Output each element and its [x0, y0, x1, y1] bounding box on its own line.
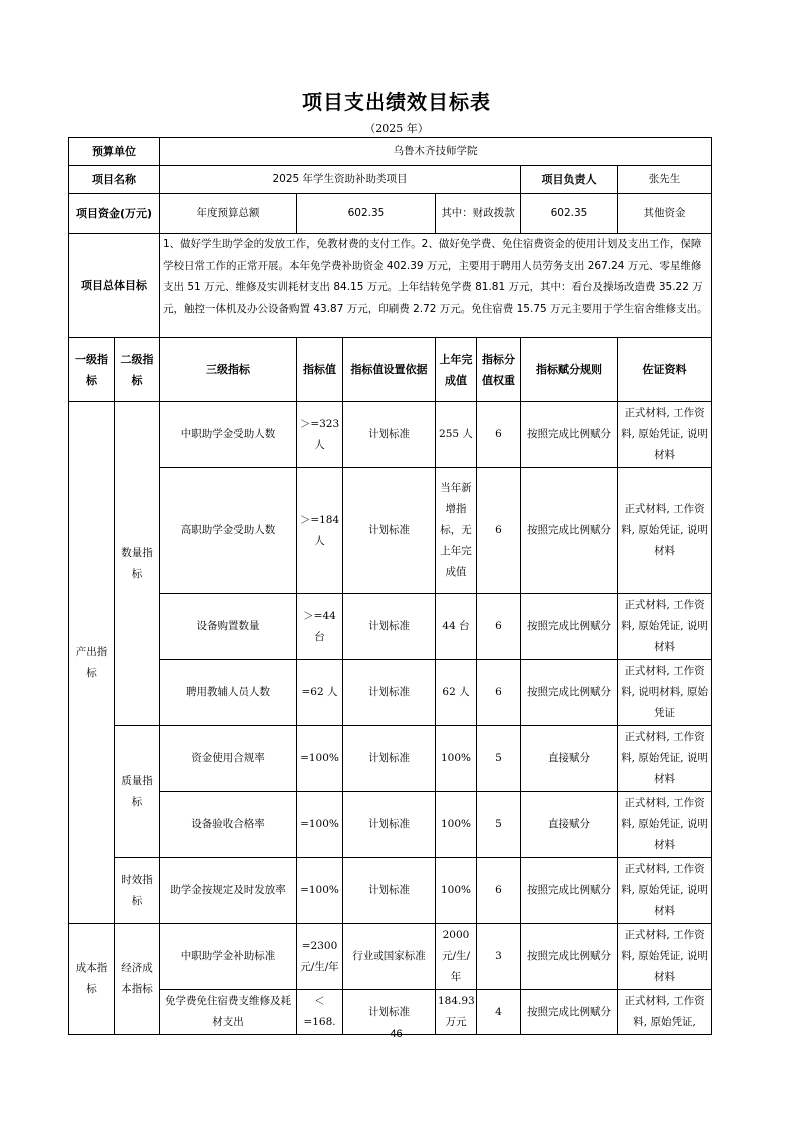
indicator-value: ＜=168.	[297, 990, 343, 1035]
header-value: 指标值	[297, 338, 343, 402]
indicator-name: 设备验收合格率	[160, 792, 297, 858]
indicator-evidence: 正式材料, 工作资料, 原始凭证, 说明材料	[618, 594, 712, 660]
indicator-evidence: 正式材料, 工作资料, 原始凭证, 说明材料	[618, 792, 712, 858]
indicator-value: ＞=323 人	[297, 402, 343, 468]
indicator-name: 资金使用合规率	[160, 726, 297, 792]
indicator-name: 高职助学金受助人数	[160, 468, 297, 594]
indicator-last: 62 人	[436, 660, 477, 726]
header-level1: 一级指标	[69, 338, 115, 402]
indicator-name: 设备购置数量	[160, 594, 297, 660]
indicator-basis: 计划标准	[343, 990, 436, 1035]
indicator-last: 255 人	[436, 402, 477, 468]
indicator-last: 100%	[436, 792, 477, 858]
indicator-basis: 计划标准	[343, 594, 436, 660]
indicator-last: 100%	[436, 858, 477, 924]
indicator-basis: 计划标准	[343, 858, 436, 924]
indicator-basis: 计划标准	[343, 660, 436, 726]
indicator-evidence: 正式材料, 工作资料, 原始凭证, 说明材料	[618, 402, 712, 468]
indicator-evidence: 正式材料, 工作资料, 原始凭证, 说明材料	[618, 858, 712, 924]
indicator-evidence: 正式材料, 工作资料, 说明材料, 原始凭证	[618, 660, 712, 726]
funds-label: 项目资金(万元)	[69, 194, 160, 234]
table-row	[69, 594, 712, 660]
level1-cost: 成本指标	[69, 924, 115, 1035]
header-rule: 指标赋分规则	[521, 338, 618, 402]
indicator-value: =62 人	[297, 660, 343, 726]
indicator-rule: 按照完成比例赋分	[521, 594, 618, 660]
level1-output: 产出指标	[69, 402, 115, 924]
indicator-rule: 按照完成比例赋分	[521, 660, 618, 726]
indicator-value: =2300 元/生/年	[297, 924, 343, 990]
table-row	[69, 792, 712, 858]
header-evidence: 佐证资料	[618, 338, 712, 402]
project-name-label: 项目名称	[69, 166, 160, 194]
table-row	[69, 468, 712, 594]
indicator-evidence: 正式材料, 工作资料, 原始凭证,	[618, 990, 712, 1035]
header-weight: 指标分值权重	[477, 338, 521, 402]
indicator-weight: 6	[477, 594, 521, 660]
project-name-value: 2025 年学生资助补助类项目	[160, 166, 521, 194]
indicator-last: 当年新增指标，无上年完成值	[436, 468, 477, 594]
indicator-evidence: 正式材料, 工作资料, 原始凭证, 说明材料	[618, 468, 712, 594]
indicator-evidence: 正式材料, 工作资料, 原始凭证, 说明材料	[618, 726, 712, 792]
indicator-weight: 6	[477, 468, 521, 594]
level2-economic-cost: 经济成本指标	[115, 924, 160, 1035]
indicator-last: 100%	[436, 726, 477, 792]
indicator-weight: 6	[477, 402, 521, 468]
indicator-basis: 计划标准	[343, 402, 436, 468]
overall-goal-label: 项目总体目标	[69, 234, 160, 338]
table-row	[69, 924, 712, 990]
table-row	[69, 726, 712, 792]
indicator-basis: 计划标准	[343, 468, 436, 594]
fiscal-value: 602.35	[521, 194, 618, 234]
indicator-rule: 直接赋分	[521, 792, 618, 858]
page-title: 项目支出绩效目标表	[302, 90, 491, 114]
indicator-value: ＞=184 人	[297, 468, 343, 594]
indicator-rule: 按照完成比例赋分	[521, 468, 618, 594]
indicator-value: =100%	[297, 858, 343, 924]
indicator-value: =100%	[297, 726, 343, 792]
indicator-weight: 3	[477, 924, 521, 990]
performance-target-table	[68, 137, 712, 1035]
indicator-weight: 5	[477, 792, 521, 858]
indicator-weight: 4	[477, 990, 521, 1035]
level2-quality: 质量指标	[115, 726, 160, 858]
indicator-last: 184.93 万元	[436, 990, 477, 1035]
indicator-rule: 按照完成比例赋分	[521, 858, 618, 924]
header-level2: 二级指标	[115, 338, 160, 402]
indicator-last: 44 台	[436, 594, 477, 660]
budget-unit-label: 预算单位	[69, 138, 160, 166]
indicator-rule: 按照完成比例赋分	[521, 924, 618, 990]
indicator-weight: 6	[477, 660, 521, 726]
indicator-name: 免学费免住宿费支维修及耗材支出	[160, 990, 297, 1035]
indicator-name: 中职助学金受助人数	[160, 402, 297, 468]
indicator-rule: 按照完成比例赋分	[521, 990, 618, 1035]
header-last-year: 上年完成值	[436, 338, 477, 402]
indicator-name: 助学金按规定及时发放率	[160, 858, 297, 924]
indicator-evidence: 正式材料, 工作资料, 原始凭证, 说明材料	[618, 924, 712, 990]
table-row	[69, 402, 712, 468]
indicator-last: 2000 元/生/年	[436, 924, 477, 990]
project-leader-value: 张先生	[618, 166, 712, 194]
other-funds-label: 其他资金	[618, 194, 712, 234]
project-leader-label: 项目负责人	[521, 166, 618, 194]
level2-quantity: 数量指标	[115, 402, 160, 726]
overall-goal-text: 1、做好学生助学金的发放工作，免教材费的支付工作。2、做好免学费、免住宿费资金的使用计划及支出工作，保障学校日常工作的正常开展。本年免学费补助资金 402.39 万元，主要用于聘用人员劳务支出 267.24 万元、零星维修支出 51 万元、维修及实训耗材支出 84.15 万元。上年结转免学费 81.81 万元，其中：看台及操场改造费 35.22 万元，触控一体机及办公设备购置 43.87 万元，印刷费 2.72 万元。免住宿费 15.75 万元主要用于学生宿舍维修支出。	[160, 234, 712, 338]
indicator-name: 中职助学金补助标准	[160, 924, 297, 990]
indicator-rule: 直接赋分	[521, 726, 618, 792]
table-row	[69, 660, 712, 726]
annual-budget-value: 602.35	[297, 194, 436, 234]
indicator-weight: 5	[477, 726, 521, 792]
indicator-basis: 计划标准	[343, 792, 436, 858]
header-level3: 三级指标	[160, 338, 297, 402]
indicator-name: 聘用教辅人员人数	[160, 660, 297, 726]
indicator-value: =100%	[297, 792, 343, 858]
fiscal-label: 其中：财政拨款	[436, 194, 521, 234]
level2-timeliness: 时效指标	[115, 858, 160, 924]
indicator-value: ＞=44 台	[297, 594, 343, 660]
table-row	[69, 858, 712, 924]
annual-budget-label: 年度预算总额	[160, 194, 297, 234]
header-basis: 指标值设置依据	[343, 338, 436, 402]
indicator-basis: 计划标准	[343, 726, 436, 792]
indicator-weight: 6	[477, 858, 521, 924]
budget-unit-value: 乌鲁木齐技师学院	[160, 138, 712, 166]
page-number: 46	[390, 1028, 403, 1040]
indicator-basis: 行业或国家标准	[343, 924, 436, 990]
year-label: （2025 年）	[364, 122, 429, 135]
indicator-rule: 按照完成比例赋分	[521, 402, 618, 468]
